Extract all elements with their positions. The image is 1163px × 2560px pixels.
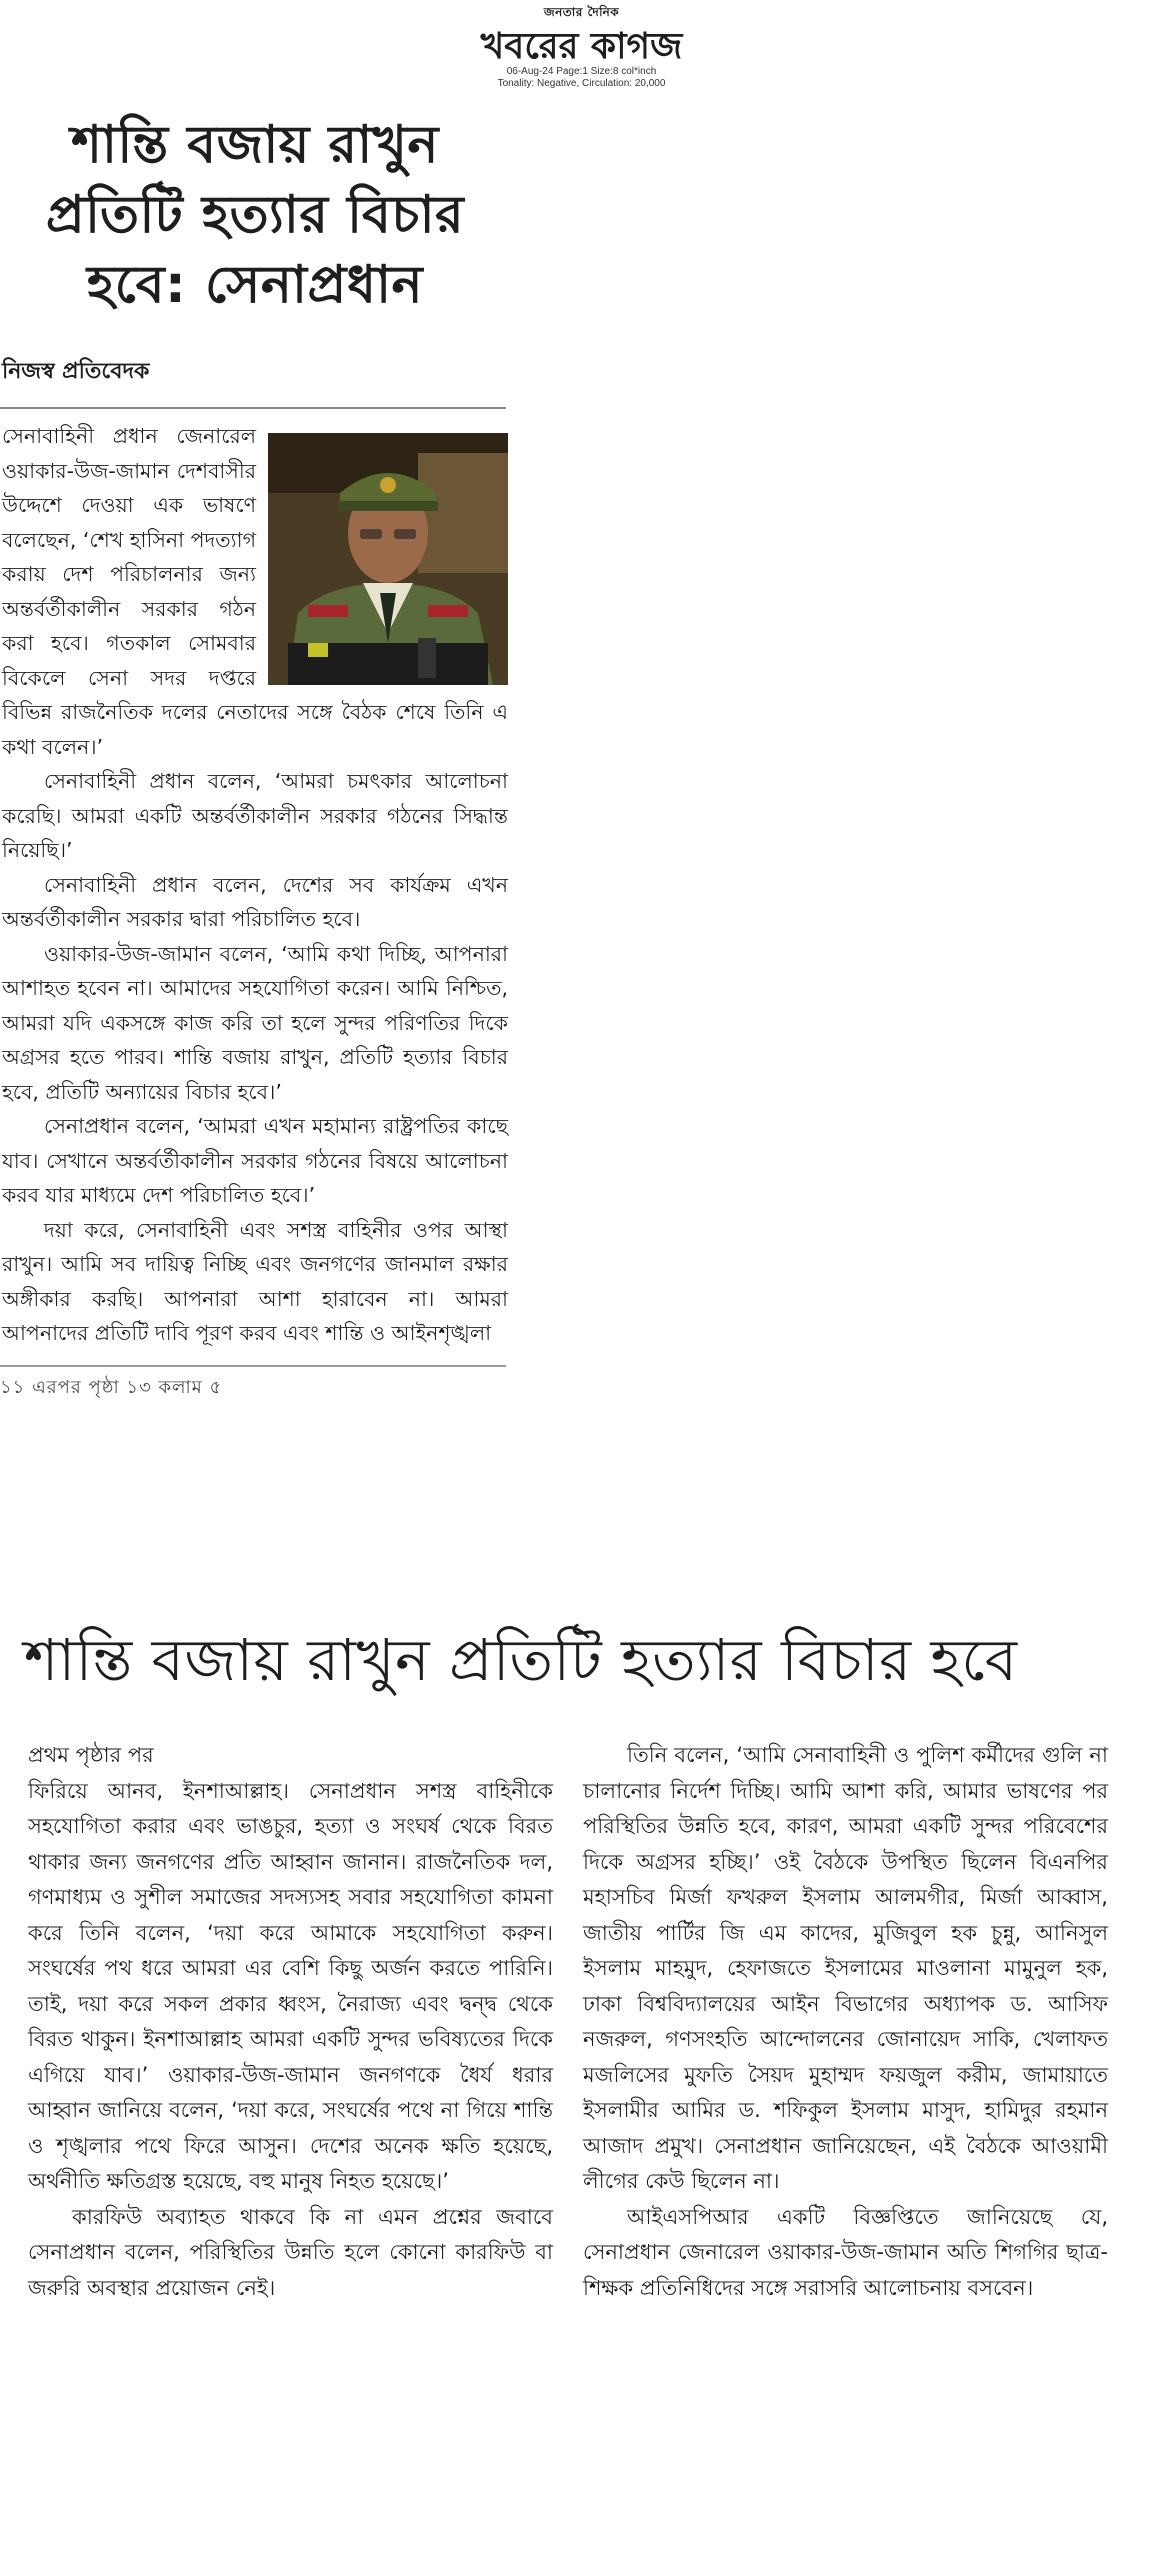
masthead-name: খবরের কাগজ xyxy=(480,25,683,67)
byline: নিজস্ব প্রতিবেদক xyxy=(2,359,150,384)
jump-column-right xyxy=(583,1738,1108,2306)
jump-paragraph: কারফিউ অব্যাহত থাকবে কি না এমন প্রশ্নের জবাবে সেনাপ্রধান বলেন, পরিস্থিতির উন্নতি হলে কোনো কারফিউ বা জরুরি অবস্থার প্রয়োজন নেই। xyxy=(28,2204,553,2300)
jump-page-clip xyxy=(0,1620,1163,2560)
front-paragraph: দয়া করে, সেনাবাহিনী এবং সশস্ত্র বাহিনীর ওপর আস্থা রাখুন। আমি সব দায়িত্ব নিচ্ছি এবং জনগণের জানমাল রক্ষার অঙ্গীকার করছি। আপনারা আশা হারাবেন না। আমরা আপনাদের প্রতিটি দাবি পূরণ করব এবং শান্তি ও আইনশৃঙ্খলা xyxy=(2,1217,508,1345)
clip-meta-line2: Tonality: Negative, Circulation: 20,000 xyxy=(497,78,666,89)
jump-paragraph: আইএসপিআর একটি বিজ্ঞপ্তিতে জানিয়েছে যে, সেনাপ্রধান জেনারেল ওয়াকার-উজ-জামান অতি শিগগির ছাত্র-শিক্ষক প্রতিনিধিদের সঙ্গে সরাসরি আলোচনায় বসবেন। xyxy=(583,2204,1108,2300)
jump-headline: শান্তি বজায় রাখুন প্রতিটি হত্যার বিচার হবে xyxy=(24,1626,1018,1694)
continued-jump-line: ১১ এরপর পৃষ্ঠা ১৩ কলাম ৫ xyxy=(0,1365,506,1399)
front-article-body xyxy=(0,419,510,1351)
clip-meta-line1: 06-Aug-24 Page:1 Size:8 col*inch xyxy=(506,66,657,77)
jump-paragraph: ফিরিয়ে আনব, ইনশাআল্লাহ। সেনাপ্রধান সশস্ত্র বাহিনীকে সহযোগিতা করার এবং ভাঙচুর, হত্যা ও সংঘর্ষ থেকে বিরত থাকার জন্য জনগণের প্রতি আহ্বান জানান। রাজনৈতিক দল, গণমাধ্যম ও সুশীল সমাজের সদস্যসহ সবার সহযোগিতা কামনা করে তিনি বলেন, ‘দয়া করে আমাকে সহযোগিতা করুন। সংঘর্ষের পথ ধরে আমরা এর বেশি কিছু অর্জন করতে পারিনি। তাই, দয়া করে সকল প্রকার ধ্বংস, নৈরাজ্য এবং দ্বন্দ্ব থেকে বিরত থাকুন। ইনশাআল্লাহ আমরা একটি সুন্দর ভবিষ্যতের দিকে এগিয়ে যাব।’ ওয়াকার-উজ-জামান জনগণকে ধৈর্য ধরার আহ্বান জানিয়ে বলেন, ‘দয়া করে, সংঘর্ষের পথে না গিয়ে শান্তি ও শৃঙ্খলার পথে ফিরে আসুন। দেশের অনেক ক্ষতি হয়েছে, অর্থনীতি ক্ষতিগ্রস্ত হয়েছে, বহু মানুষ নিহত হয়েছে।’ xyxy=(28,1778,553,2193)
byline-rule xyxy=(0,407,506,409)
front-page-clip xyxy=(0,110,510,1580)
front-paragraph: ওয়াকার-উজ-জামান বলেন, ‘আমি কথা দিচ্ছি, আপনারা আশাহত হবেন না। আমাদের সহযোগিতা করেন। আমি নিশ্চিত, আমরা যদি একসঙ্গে কাজ করি তা হলে সুন্দর পরিণতির দিকে অগ্রসর হতে পারব। শান্তি বজায় রাখুন, প্রতিটি হত্যার বিচার হবে, প্রতিটি অন্যায়ের বিচার হবে।’ xyxy=(2,941,508,1104)
front-paragraph: সেনাবাহিনী প্রধান জেনারেল ওয়াকার-উজ-জামান দেশবাসীর উদ্দেশে দেওয়া এক ভাষণে বলেছেন, ‘শেখ হাসিনা পদত্যাগ করায় দেশ পরিচালনার জন্য অন্তর্বর্তীকালীন সরকার গঠন করা হবে। গতকাল সোমবার বিকেলে সেনা সদর দপ্তরে বিভিন্ন রাজনৈতিক দলের নেতাদের সঙ্গে বৈঠক শেষে তিনি এ কথা বলেন।’ xyxy=(2,424,508,759)
army-chief-photo xyxy=(268,433,508,685)
front-paragraph: সেনাপ্রধান বলেন, ‘আমরা এখন মহামান্য রাষ্ট্রপতির কাছে যাব। সেখানে অন্তর্বর্তীকালীন সরকার গঠনের বিষয়ে আলোচনা করব যার মাধ্যমে দেশ পরিচালিত হবে।’ xyxy=(2,1114,508,1207)
front-headline: শান্তি বজায় রাখুন প্রতিটি হত্যার বিচার হবে: সেনাপ্রধান xyxy=(45,115,465,315)
front-paragraph: সেনাবাহিনী প্রধান বলেন, দেশের সব কার্যক্রম এখন অন্তর্বর্তীকালীন সরকার দ্বারা পরিচালিত হবে। xyxy=(2,872,508,931)
jump-paragraph: তিনি বলেন, ‘আমি সেনাবাহিনী ও পুলিশ কর্মীদের গুলি না চালানোর নির্দেশ দিচ্ছি। আমি আশা করি, আমার ভাষণের পর পরিস্থিতির উন্নতি হবে, কারণ, আমরা একটি সুন্দর পরিবেশের দিকে অগ্রসর হচ্ছি।’ ওই বৈঠকে উপস্থিত ছিলেন বিএনপির মহাসচিব মির্জা ফখরুল ইসলাম আলমগীর, মির্জা আব্বাস, জাতীয় পার্টির জি এম কাদের, মুজিবুল হক চুন্নু, আনিসুল ইসলাম মাহমুদ, হেফাজতে ইসলামের মাওলানা মামুনুল হক, ঢাকা বিশ্ববিদ্যালয়ের আইন বিভাগের অধ্যাপক ড. আসিফ নজরুল, গণসংহতি আন্দোলনের জোনায়েদ সাকি, খেলাফত মজলিসের মুফতি সৈয়দ মুহাম্মদ ফয়জুল করীম, জামায়াতে ইসলামীর আমির ড. শফিকুল ইসলাম মাসুদ, হামিদুর রহমান আজাদ প্রমুখ। সেনাপ্রধান জানিয়েছেন, এই বৈঠকে আওয়ামী লীগের কেউ ছিলেন না। xyxy=(583,1743,1108,2193)
army-chief-photo-illustration xyxy=(268,433,508,685)
masthead-tagline: জনতার দৈনিক xyxy=(543,5,620,19)
front-paragraph: সেনাবাহিনী প্রধান বলেন, ‘আমরা চমৎকার আলোচনা করেছি। আমরা একটি অন্তর্বর্তীকালীন সরকার গঠনের সিদ্ধান্ত নিয়েছি।’ xyxy=(2,769,508,862)
jump-column-left xyxy=(28,1738,553,2306)
from-front-label: প্রথম পৃষ্ঠার পর xyxy=(28,1743,154,1767)
masthead xyxy=(0,0,1163,90)
